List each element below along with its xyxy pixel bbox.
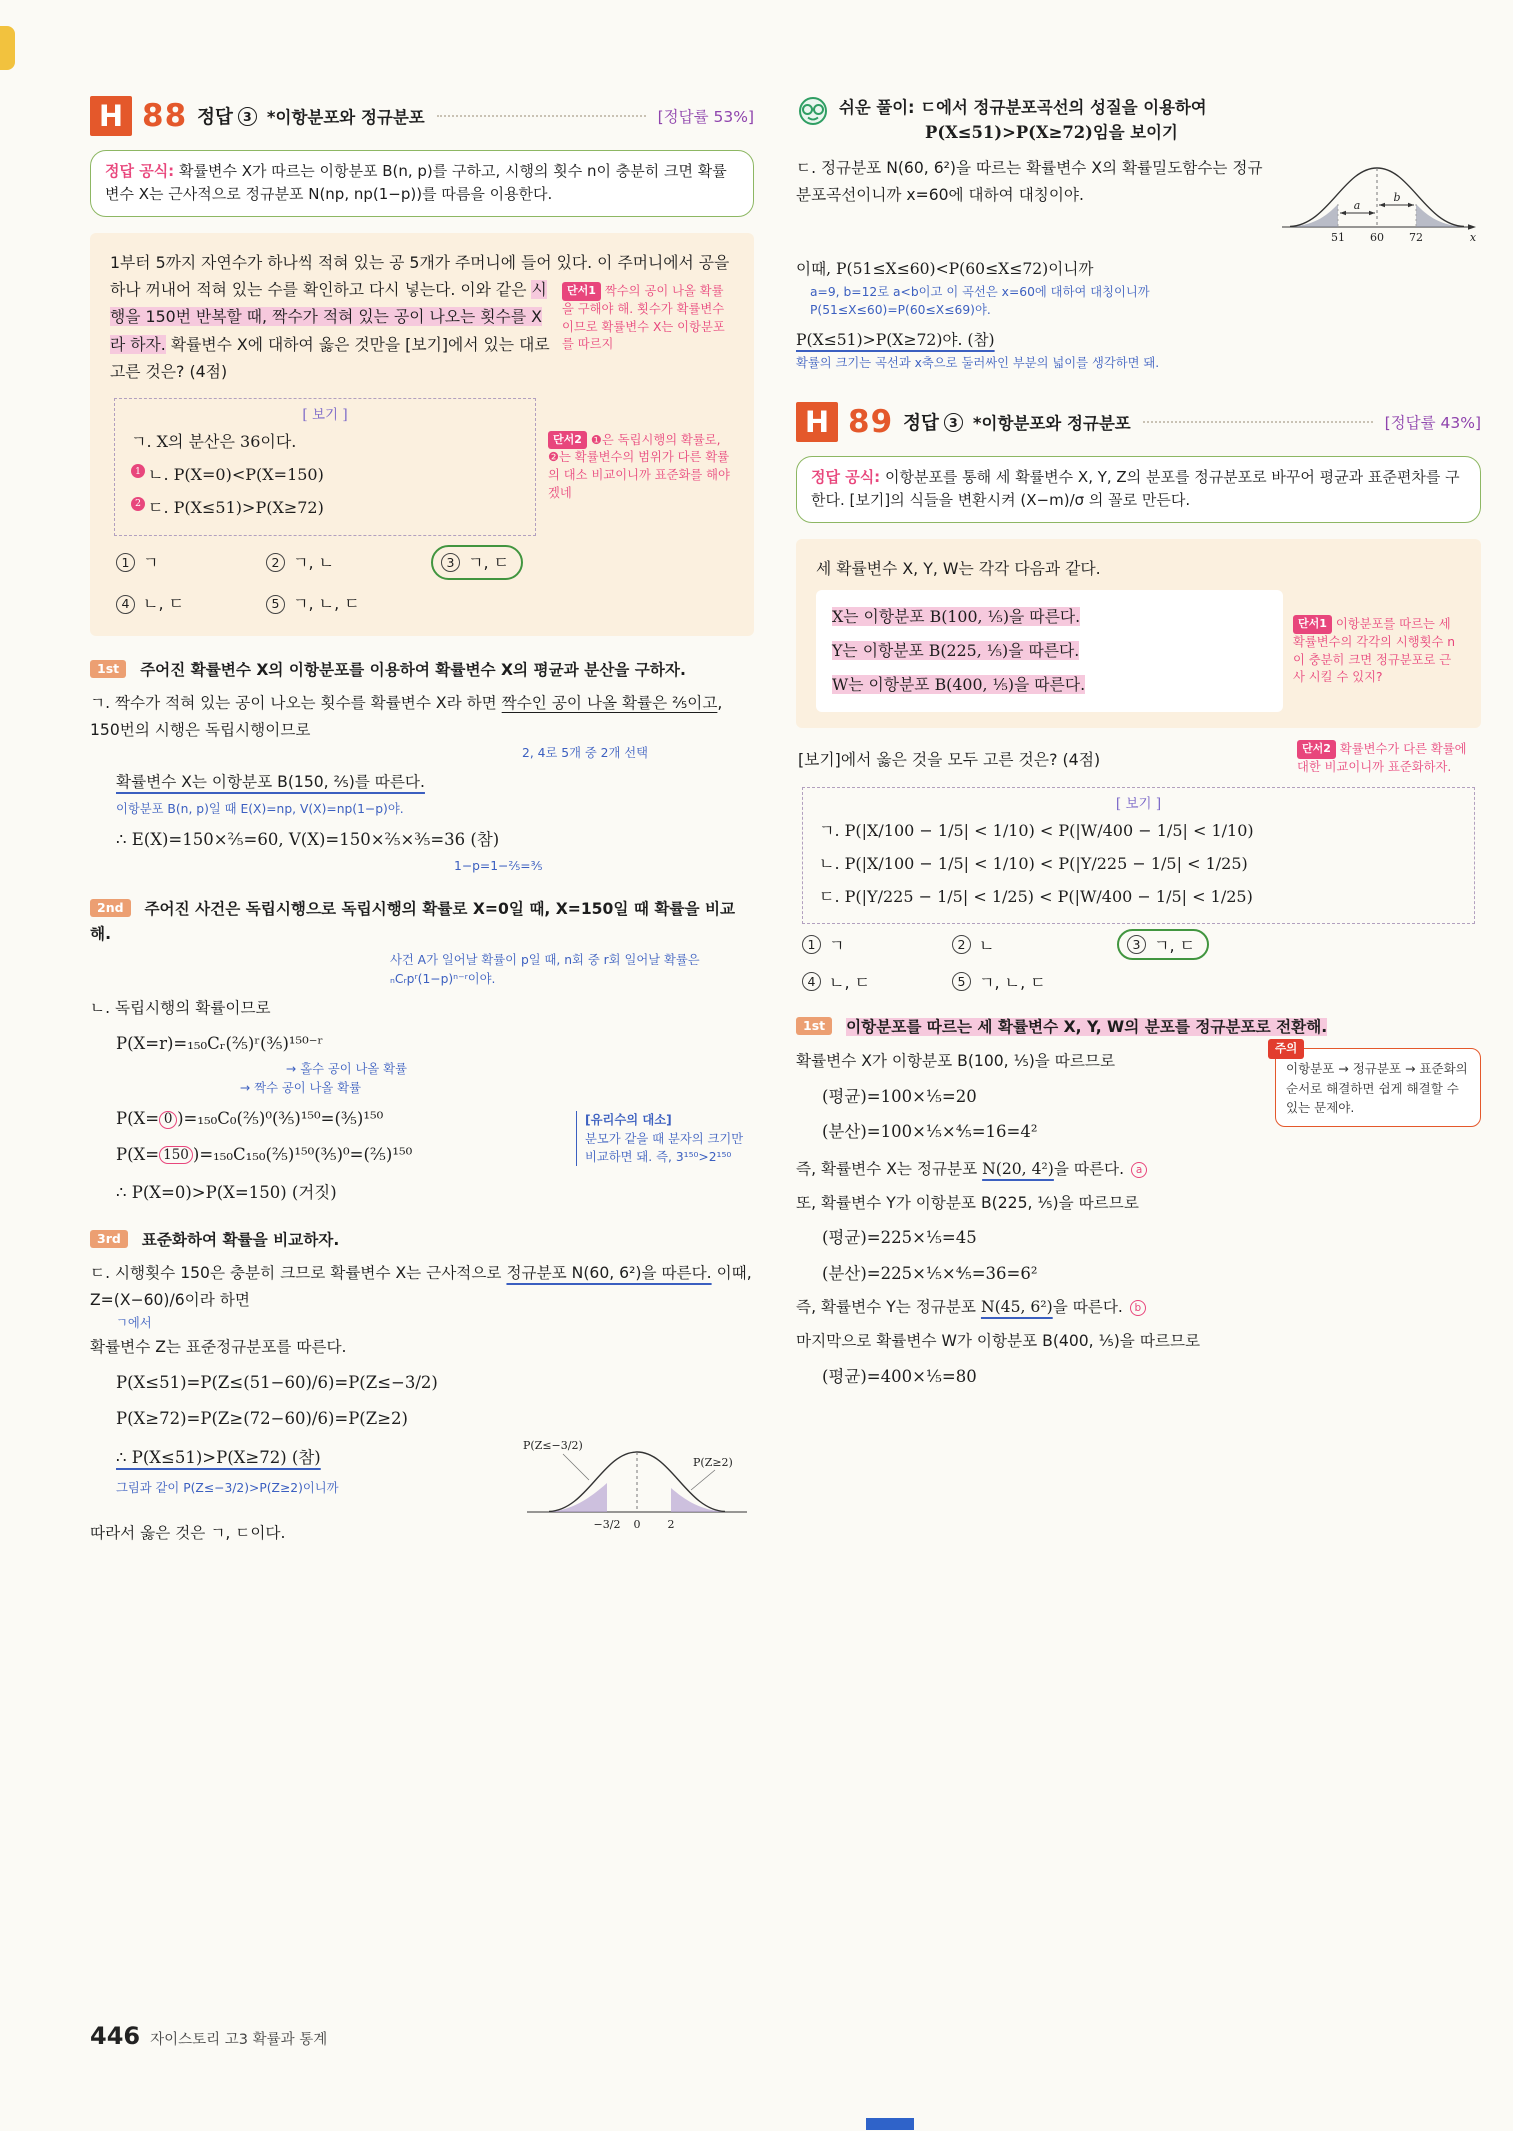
- mark-a-circle: a: [1131, 1162, 1147, 1178]
- marker-2-badge: 2: [131, 497, 145, 511]
- choice-2: [952, 932, 1117, 957]
- left-column: [90, 96, 754, 1547]
- formula-label: 정답 공식:: [105, 162, 175, 180]
- step1-left: [796, 1048, 1265, 1149]
- h88-choices: [116, 548, 728, 619]
- step1-formula: ∴ E(X)=150×⅖=60, V(X)=150×⅖×⅗=36 (참): [116, 830, 500, 850]
- choice-2-label: ㄴ: [979, 936, 995, 956]
- step1-row: [796, 1041, 1481, 1149]
- easy-note3: 확률의 크기는 곡선과 x축으로 둘러싸인 부분의 넓이를 생각하면 돼.: [796, 355, 1160, 370]
- h88-letter-badge: H: [90, 96, 132, 136]
- step2-heading: [90, 897, 754, 947]
- formula-text: 확률변수 X가 따르는 이항분포 B(n, p)를 구하고, 시행의 횟수 n이 충분히 크면 확률변수 X는 근사적으로 정규분포 N(np, np(1−p))를 따름을 이용한다.: [105, 162, 727, 204]
- print-registration-mark: [866, 2118, 914, 2130]
- dotted-leader: [437, 115, 646, 117]
- dotted-leader: [1143, 421, 1373, 423]
- h88-header: [90, 96, 754, 136]
- h89-answer: [903, 409, 963, 435]
- dist-a-label: a: [1353, 199, 1361, 213]
- selected-answer-oval: [431, 545, 523, 581]
- step3-note1: ㄱ에서: [116, 1315, 152, 1330]
- h89-answer-label: 정답: [903, 413, 939, 435]
- choice-3-label: ㄱ, ㄷ: [468, 552, 510, 572]
- f2-circled-0: 0: [159, 1111, 177, 1129]
- easy-line2: 이때, P(51≤X≤60)<P(60≤X≤72)이니까: [796, 260, 1094, 279]
- boki-item-g: ㄱ. P(|X/100 − 1/5| < 1/10) < P(|W/400 − 1/5| < 1/10): [819, 820, 1254, 840]
- easy-label: 쉬운 풀이:: [839, 98, 915, 117]
- step3-l1c: 이때, Z=(X−60)/6이라 하면: [90, 1264, 752, 1310]
- h89-boki-box: [802, 787, 1475, 925]
- step1-heading: [90, 658, 754, 683]
- step3-formula3: ∴ P(X≤51)>P(X≥72) (참): [116, 1447, 321, 1467]
- easy-line3: P(X≤51)>P(X≥72)야. (참): [796, 330, 995, 349]
- h89-answer-circle: 3: [944, 413, 963, 432]
- h88-answer-formula-box: [90, 150, 754, 217]
- step2-formula3: [116, 1142, 566, 1168]
- choice-5-label: ㄱ, ㄴ, ㄷ: [293, 594, 360, 614]
- step1-note1: 2, 4로 5개 중 2개 선택: [522, 745, 649, 760]
- h89-question-row: [798, 740, 1479, 777]
- h89-header: [796, 402, 1481, 442]
- dist-y: [832, 634, 1267, 668]
- step2-formula1: P(X=r)=₁₅₀Cᵣ(⅖)ʳ(⅗)¹⁵⁰⁻ʳ: [116, 1033, 324, 1053]
- h88-clue2: [548, 431, 730, 503]
- h89-l4b: N(45, 6²): [980, 1298, 1053, 1317]
- choice-1-label: ㄱ: [143, 552, 159, 572]
- h89-line1: 확률변수 X가 이항분포 B(100, ⅕)을 따르므로: [796, 1052, 1116, 1071]
- dist-x: [832, 600, 1267, 634]
- step3-conclusion-row: [90, 1436, 754, 1547]
- dist-x-text: X는 이항분포 B(100, ⅕)을 따른다.: [832, 607, 1081, 627]
- choice-2-label: ㄱ, ㄴ: [293, 552, 335, 572]
- x-axis-label: x: [1469, 231, 1477, 245]
- boki-label: [ 보기 ]: [302, 406, 348, 423]
- h89-line4: [796, 1294, 1481, 1321]
- selected-answer-oval: [1117, 929, 1209, 960]
- boki-item-n: [131, 459, 519, 492]
- h89-l2c: 을 따른다.: [1053, 1159, 1125, 1178]
- h89-topic: *이항분포와 정규분포: [972, 414, 1131, 434]
- dist-y-text: Y는 이항분포 B(225, ⅕)을 따른다.: [832, 641, 1080, 661]
- page-footer: [90, 2022, 327, 2050]
- h89-question: [보기]에서 옳은 것을 모두 고른 것은? (4점): [798, 749, 1101, 769]
- step2-formula4: ∴ P(X=0)>P(X=150) (거짓): [116, 1182, 337, 1202]
- caution-text: 이항분포 → 정규분포 → 표준화의 순서로 해결하면 쉽게 해결할 수 있는 문제야.: [1286, 1061, 1468, 1115]
- choice-5-label: ㄱ, ㄴ, ㄷ: [979, 973, 1046, 993]
- step1-l1c: , 150번의 시행은 독립시행이므로: [90, 694, 723, 739]
- choice-3-label: ㄱ, ㄷ: [1154, 936, 1196, 956]
- h88-answer: [197, 103, 257, 129]
- step1-badge: 1st: [90, 660, 126, 678]
- step2-compare-row: [90, 1097, 754, 1171]
- choice-3-selected: [431, 548, 728, 578]
- h88-step3: [90, 1228, 754, 1546]
- step1-title: 이항분포를 따르는 세 확률변수 X, Y, W의 분포를 정규분포로 전환해.: [846, 1018, 1328, 1037]
- step3-l1b: 정규분포 N(60, 6²)을 따른다.: [506, 1264, 712, 1283]
- h89-l4c: 을 따른다.: [1052, 1298, 1123, 1317]
- step2-title: 주어진 사건은 독립시행으로 독립시행의 확률로 X=0일 때, X=150일 때 확률을 비교해.: [90, 900, 736, 944]
- easy-note2: P(51≤X≤60)=P(60≤X≤69)야.: [810, 303, 991, 318]
- h89-dist-row: [816, 590, 1461, 712]
- step1-badge: 1st: [796, 1017, 832, 1035]
- problem-text-1: 1부터 5까지 자연수가 하나씩 적혀 있는 공 5개가 주머니에 들어 있다. 이 주머니에서 공을 하나 꺼내어 적혀 있는 수를 확인하고 다시 넣는다. 이와 같은: [110, 252, 730, 299]
- step2-badge: 2nd: [90, 899, 131, 917]
- h88-answer-circle: 3: [238, 107, 257, 126]
- step3-heading: [90, 1228, 754, 1253]
- step2-formula2: [116, 1106, 566, 1132]
- caution-bubble: [1275, 1041, 1481, 1127]
- clue2-badge: 단서2: [548, 431, 587, 450]
- marker-1-badge: 1: [131, 464, 145, 478]
- choice-1-num: 1: [802, 935, 821, 954]
- standard-normal-curve-diagram: [519, 1436, 754, 1540]
- h89-choices: [802, 932, 1475, 993]
- easy-head: [796, 96, 1481, 145]
- h89-letter-badge: H: [796, 402, 838, 442]
- step2-arrow2: → 짝수 공이 나올 확률: [240, 1080, 361, 1095]
- step3-formula1: P(X≤51)=P(Z≤(51−60)/6)=P(Z≤−3/2): [116, 1373, 438, 1393]
- choice-2-num: 2: [952, 935, 971, 954]
- right-shade: [1416, 204, 1464, 227]
- clue1-badge: 단서1: [1293, 615, 1332, 634]
- choice-1-num: 1: [116, 553, 135, 572]
- h89-l4a: 즉, 확률변수 Y는 정규분포: [796, 1298, 981, 1317]
- h88-problem-text: [110, 249, 734, 386]
- choice-4: [116, 590, 266, 618]
- f3-post: )=₁₅₀C₁₅₀(⅖)¹⁵⁰(⅗)⁰=(⅖)¹⁵⁰: [192, 1144, 413, 1164]
- choice-2-num: 2: [266, 553, 285, 572]
- h89-clue2: [1297, 740, 1479, 777]
- glasses-face-icon: [796, 96, 830, 126]
- choice-3-selected: [1117, 932, 1475, 957]
- problem-highlight: 시행을 150번 반복할 때, 짝수가 적혀 있는 공이 나오는 횟수를 X라 하자.: [110, 279, 547, 354]
- mark-b-circle: b: [1130, 1300, 1146, 1316]
- f2-post: )=₁₅₀C₀(⅖)⁰(⅗)¹⁵⁰=(⅗)¹⁵⁰: [177, 1109, 384, 1129]
- step3-note2: 그림과 같이 P(Z≤−3/2)>P(Z≥2)이니까: [116, 1481, 339, 1496]
- choice-4-label: ㄴ, ㄷ: [829, 973, 871, 993]
- step1-line1: [90, 690, 754, 744]
- choice-2: [266, 548, 431, 578]
- h89-rate: [정답률 43%]: [1384, 414, 1481, 433]
- choice-5: [952, 970, 1117, 993]
- h89-number: 89: [848, 404, 894, 441]
- dist-w-text: W는 이항분포 B(400, ⅕)을 따른다.: [832, 675, 1086, 695]
- h88-rate: [정답률 53%]: [657, 108, 754, 126]
- left-shade: [1290, 204, 1338, 227]
- right-tail-label: P(Z≥2): [693, 1455, 733, 1469]
- h88-step1: [90, 658, 754, 875]
- h89-line2: [796, 1156, 1481, 1183]
- h89-problem-intro: 세 확률변수 X, Y, W는 각각 다음과 같다.: [816, 558, 1101, 578]
- h88-clue1: [562, 282, 734, 354]
- boki-item-n: ㄴ. P(|X/100 − 1/5| < 1/10) < P(|Y/225 − 1/5| < 1/25): [819, 853, 1248, 873]
- side-note-title: [유리수의 대소]: [585, 1113, 672, 1128]
- choice-5-num: 5: [266, 595, 285, 614]
- h88-topic: *이항분포와 정규분포: [266, 108, 425, 127]
- normal-curve-symmetry-diagram: [1276, 155, 1481, 249]
- x-label-neg: −3/2: [593, 1517, 621, 1531]
- page-number: 446: [90, 2022, 141, 2050]
- step3-conclusion-col: [90, 1436, 509, 1547]
- h88-number: 88: [142, 98, 188, 134]
- h89-problem-box: [796, 539, 1481, 728]
- choice-1: [802, 932, 952, 957]
- step1-title: 주어진 확률변수 X의 이항분포를 이용하여 확률변수 X의 평균과 분산을 구하자.: [140, 661, 686, 680]
- h89-step1: [796, 1015, 1481, 1390]
- h89-line3: 또, 확률변수 Y가 이항분포 B(225, ⅕)을 따르므로: [796, 1193, 1139, 1212]
- h89-formula4: (분산)=225×⅕×⅘=36=6²: [822, 1263, 1038, 1283]
- choice-5-num: 5: [952, 972, 971, 991]
- easy-title-line1: ㄷ에서 정규분포곡선의 성질을 이용하여: [920, 98, 1207, 117]
- choice-3-num: 3: [441, 553, 460, 572]
- h89-clue1: [1293, 615, 1461, 687]
- choice-4: [802, 970, 952, 993]
- step1-l1a: ㄱ. 짝수가 적혀 있는 공이 나오는 횟수를 확률변수 X라 하면: [90, 694, 502, 713]
- f3-circled-150: 150: [159, 1146, 193, 1164]
- clue1-text: 짝수의 공이 나올 확률을 구해야 해. 횟수가 확률변수 이므로 확률변수 X는 이항분포를 따르지: [562, 283, 725, 352]
- page-corner-tab: [0, 26, 15, 70]
- f2-pre: P(X=: [116, 1109, 160, 1129]
- h89-answer-formula-box: [796, 456, 1481, 523]
- boki-item-d: [131, 492, 519, 525]
- boki-item-g: ㄱ. X의 분산은 36이다.: [131, 432, 297, 452]
- choice-4-num: 4: [802, 972, 821, 991]
- h89-l2b: N(20, 4²): [982, 1159, 1054, 1178]
- h89-formula2: (분산)=100×⅕×⅘=16=4²: [822, 1122, 1038, 1142]
- easy-title: [839, 96, 1207, 145]
- step2-formulas: [90, 1097, 566, 1171]
- clue2-text: ❶은 독립시행의 확률로, ❷는 확률변수의 범위가 다른 확률의 대소 비교이니까 표준화를 해야겠네: [548, 432, 730, 501]
- boki-item-d: ㄷ. P(|Y/225 − 1/5| < 1/25) < P(|W/400 − 1/5| < 1/25): [819, 886, 1253, 906]
- easy-note1: a=9, b=12로 a<b이고 이 곡선은 x=60에 대하여 대칭이니까: [810, 285, 1150, 300]
- choice-4-label: ㄴ, ㄷ: [143, 594, 185, 614]
- h89-distributions-box: [816, 590, 1283, 712]
- dist-w: [832, 668, 1267, 702]
- step3-l1a: ㄷ. 시행횟수 150은 충분히 크므로 확률변수 X는 근사적으로: [90, 1264, 507, 1283]
- h88-step2: [90, 897, 754, 1206]
- step1-line2: 확률변수 X는 이항분포 B(150, ⅖)를 따른다.: [116, 773, 425, 792]
- h88-answer-label: 정답: [197, 107, 233, 128]
- easy-line1: ㄷ. 정규분포 N(60, 6²)을 따르는 확률변수 X의 확률밀도함수는 정규분포곡선이니까 x=60에 대하여 대칭이야.: [796, 159, 1263, 205]
- choice-4-num: 4: [116, 595, 135, 614]
- problem-text-2: 확률변수 X에 대하여 옳은 것만을 [보기]에서 있는 대로 고른 것은? (4점): [110, 334, 550, 382]
- formula-text: 이항분포를 통해 세 확률변수 X, Y, Z의 분포를 정규분포로 바꾸어 평균과 표준편차를 구한다. [보기]의 식들을 변환시켜 (X−m)/σ 의 꼴로 만든다.: [811, 468, 1460, 510]
- step2-note1: 사건 A가 일어날 확률이 p일 때, n회 중 r회 일어날 확률은 ₙCᵣpʳ(1−p)ⁿ⁻ʳ이야.: [390, 953, 700, 986]
- easy-solution-block: [796, 96, 1481, 372]
- right-column: [796, 96, 1481, 1547]
- clue1-text: 이항분포를 따르는 세 확률변수의 각각의 시행횟수 n이 충분히 크면 정규분포로 근사 시킬 수 있지?: [1293, 616, 1456, 685]
- dist-b-label: b: [1393, 191, 1401, 205]
- step3-line1: [90, 1260, 754, 1314]
- boki-label: [ 보기 ]: [1115, 795, 1162, 812]
- x-51: 51: [1331, 231, 1345, 245]
- clue2-badge: 단서2: [1297, 740, 1336, 759]
- x-72: 72: [1409, 231, 1423, 245]
- step2-line1: ㄴ. 독립시행의 확률이므로: [90, 999, 271, 1018]
- x-label-two: 2: [667, 1517, 675, 1531]
- h89-line5: 마지막으로 확률변수 W가 이항분포 B(400, ⅕)을 따르므로: [796, 1332, 1201, 1351]
- step1-note3: 1−p=1−⅖=⅗: [454, 858, 543, 873]
- f3-pre: P(X=: [116, 1144, 160, 1164]
- step1-note2: 이항분포 B(n, p)일 때 E(X)=np, V(X)=np(1−p)야.: [116, 802, 404, 817]
- choice-1-label: ㄱ: [829, 936, 845, 956]
- choice-5: [266, 590, 431, 618]
- x-label-zero: 0: [633, 1517, 641, 1531]
- book-title: 자이스토리 고3 확률과 통계: [150, 2032, 328, 2048]
- side-note-text: 분모가 같을 때 분자의 크기만 비교하면 돼. 즉, 3¹⁵⁰>2¹⁵⁰: [585, 1131, 744, 1164]
- step1-heading: [796, 1015, 1481, 1040]
- formula-label: 정답 공식:: [811, 468, 881, 487]
- step2-arrow1: → 홀수 공이 나올 확률: [286, 1062, 407, 1077]
- h88-boki-box: [114, 398, 536, 536]
- easy-body-row: [796, 155, 1481, 249]
- choice-1: [116, 548, 266, 578]
- step3-final: 따라서 옳은 것은 ㄱ, ㄷ이다.: [90, 1523, 286, 1542]
- h88-boki-row: [114, 398, 730, 536]
- choice-3-num: 3: [1127, 935, 1146, 954]
- easy-title-line2: P(X≤51)>P(X≥72)임을 보이기: [925, 122, 1178, 142]
- step3-line2: 확률변수 Z는 표준정규분포를 따른다.: [90, 1338, 347, 1357]
- h89-formula3: (평균)=225×⅕=45: [822, 1228, 977, 1248]
- step3-title: 표준화하여 확률을 비교하자.: [141, 1231, 340, 1250]
- step3-formula2: P(X≥72)=P(Z≥(72−60)/6)=P(Z≥2): [116, 1408, 408, 1428]
- clue2-text: 확률변수가 다른 확률에 대한 비교이니까 표준화하자.: [1297, 742, 1467, 774]
- step2-side-note: [576, 1111, 754, 1166]
- left-tail-label: P(Z≤−3/2): [523, 1438, 583, 1452]
- boki-item-d-text: ㄷ. P(X≤51)>P(X≥72): [148, 497, 324, 517]
- step3-badge: 3rd: [90, 1230, 128, 1248]
- h88-problem-box: [90, 233, 754, 637]
- h89-l2a: 즉, 확률변수 X는 정규분포: [796, 1159, 983, 1178]
- clue1-badge: 단서1: [562, 282, 601, 301]
- x-60: 60: [1370, 231, 1384, 245]
- h89-formula1: (평균)=100×⅕=20: [822, 1087, 977, 1107]
- boki-item-n-text: ㄴ. P(X=0)<P(X=150): [148, 464, 324, 484]
- step1-l1b: 짝수인 공이 나올 확률은 ⅖이고: [501, 694, 718, 713]
- caution-badge: 주의: [1268, 1039, 1304, 1059]
- h89-formula5: (평균)=400×⅕=80: [822, 1366, 977, 1386]
